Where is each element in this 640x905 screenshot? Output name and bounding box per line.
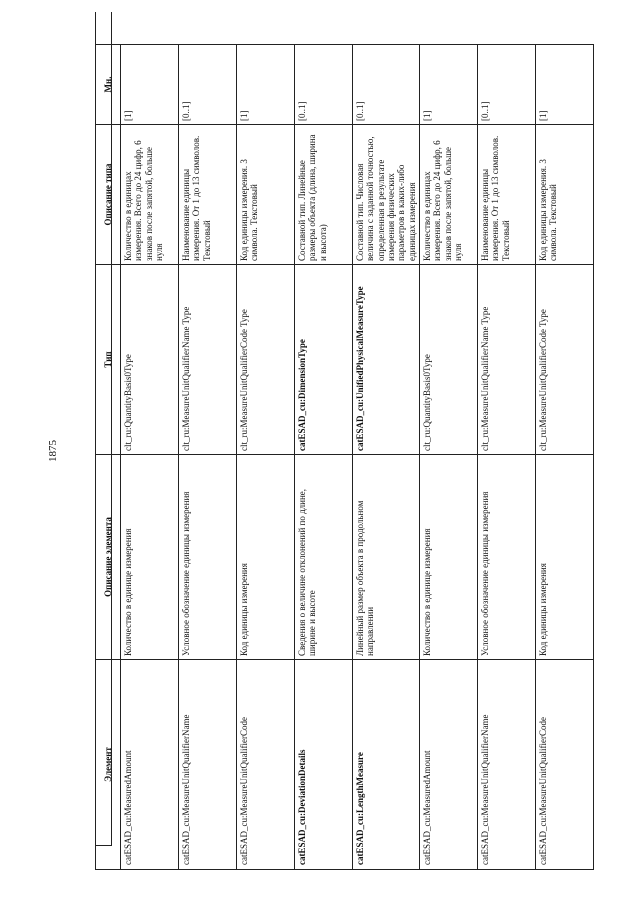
- multiplicity-cell-text: [0..1]: [480, 101, 491, 121]
- type-description-cell-text: Количество в единицах измерения. Всего до 24 цифр, 6 знаков после запятой, больше нуля: [123, 140, 165, 261]
- type-cell-text: clt_ru:MeasureUnitQualifierCode Type: [239, 309, 249, 451]
- table-row: [179, 45, 237, 870]
- multiplicity-cell: [536, 45, 594, 125]
- rotated-table-container: [95, 45, 610, 870]
- type-description-cell: [353, 125, 420, 265]
- table-row: [420, 45, 478, 870]
- type-cell: [478, 265, 536, 455]
- element-cell: [295, 660, 353, 870]
- multiplicity-cell-text: [1]: [422, 110, 433, 121]
- multiplicity-cell-text: [0..1]: [355, 101, 365, 121]
- type-cell-text: catESAD_cu:UnifiedPhysicalMeasureType: [355, 286, 365, 451]
- element-cell: [536, 660, 594, 870]
- type-cell-text: clt_ru:QuantityBasis0Type: [422, 354, 433, 451]
- multiplicity-cell: [121, 45, 179, 125]
- multiplicity-cell: [237, 45, 295, 125]
- element-cell-text: catESAD_cu:MeasuredAmount: [422, 750, 433, 865]
- type-description-cell: [536, 125, 594, 265]
- type-description-cell: [420, 125, 478, 265]
- multiplicity-cell-text: [0..1]: [297, 101, 307, 121]
- type-cell-text: clt_ru:MeasureUnitQualifierCode Type: [538, 309, 549, 451]
- type-description-cell: [179, 125, 237, 265]
- multiplicity-cell-text: [1]: [239, 110, 249, 121]
- type-description-cell-text: Наименование единицы измерения. От 1 до 13 символов. Текстовый: [480, 135, 511, 261]
- type-cell: [353, 265, 420, 455]
- element-description-cell-text: Условное обозначение единицы измерения: [480, 491, 491, 656]
- header-element: Элемент: [96, 660, 121, 870]
- element-description-cell: [237, 455, 295, 660]
- element-cell: [353, 660, 420, 870]
- table-row: [121, 45, 179, 870]
- type-cell-text: clt_ru:QuantityBasis0Type: [123, 354, 133, 451]
- element-description-cell-text: Сведения о величине отклонений по длине, ширине и высоте: [297, 488, 318, 656]
- element-cell-text: catESAD_cu:MeasureUnitQualifierCode: [538, 717, 549, 865]
- element-description-cell-text: Линейный размер объекта в продольном направлении: [355, 500, 376, 656]
- element-description-cell: [536, 455, 594, 660]
- header-type-description: Описание типа: [96, 125, 121, 265]
- type-description-cell: [295, 125, 353, 265]
- type-cell: [536, 265, 594, 455]
- element-cell-text: catESAD_cu:MeasureUnitQualifierName: [480, 714, 491, 865]
- type-description-cell-text: Количество в единицах измерения. Всего до 24 цифр, 6 знаков после запятой, больше нуля: [422, 140, 464, 261]
- element-description-cell-text: Код единицы измерения: [538, 563, 549, 656]
- page-number: 1875: [47, 440, 59, 462]
- element-cell: [179, 660, 237, 870]
- multiplicity-cell: [478, 45, 536, 125]
- table-row: [536, 45, 594, 870]
- element-description-cell-text: Количество в единице измерения: [422, 528, 433, 656]
- element-description-cell: [121, 455, 179, 660]
- element-description-cell-text: Условное обозначение единицы измерения: [181, 491, 191, 656]
- type-description-cell-text: Составной тип. Числовая величина с заданной точностью, определенная в результате измерения физических параметров в каких-либо единицах измерения: [355, 136, 417, 261]
- type-description-cell-text: Код единицы измерения. 3 символа. Текстовый: [239, 159, 260, 261]
- element-cell: [478, 660, 536, 870]
- table-row: [353, 45, 420, 870]
- type-cell: [121, 265, 179, 455]
- element-cell-text: catESAD_cu:MeasureUnitQualifierName: [181, 714, 191, 865]
- type-cell: [179, 265, 237, 455]
- type-description-cell: [478, 125, 536, 265]
- type-cell: [237, 265, 295, 455]
- type-description-cell: [121, 125, 179, 265]
- table-header-row: [96, 45, 121, 870]
- type-description-cell-text: Составной тип. Линейные размеры объекта (длина, ширина и высота): [297, 134, 328, 261]
- table-row: [478, 45, 536, 870]
- header-element-description: Описание элемента: [96, 455, 121, 660]
- element-cell-text: catESAD_cu:DeviationDetails: [297, 749, 307, 865]
- element-description-cell: [420, 455, 478, 660]
- table-body: [121, 45, 594, 870]
- element-description-cell: [295, 455, 353, 660]
- multiplicity-cell-text: [1]: [123, 110, 133, 121]
- element-description-cell-text: Количество в единице измерения: [123, 528, 133, 656]
- element-cell-text: catESAD_cu:MeasuredAmount: [123, 750, 133, 865]
- element-cell-text: catESAD_cu:MeasureUnitQualifierCode: [239, 717, 249, 865]
- type-description-cell-text: Код единицы измерения. 3 символа. Текстовый: [538, 159, 559, 261]
- table-row: [295, 45, 353, 870]
- schema-table: [95, 44, 594, 870]
- header-multiplicity: Мн.: [96, 45, 121, 125]
- multiplicity-cell: [295, 45, 353, 125]
- multiplicity-cell: [420, 45, 478, 125]
- type-description-cell-text: Наименование единицы измерения. От 1 до 13 символов. Текстовый: [181, 135, 212, 261]
- type-cell-text: clt_ru:MeasureUnitQualifierName Type: [480, 306, 491, 451]
- multiplicity-cell: [179, 45, 237, 125]
- type-cell-text: catESAD_cu:DimensionType: [297, 339, 307, 451]
- element-cell: [121, 660, 179, 870]
- header-type: Тип: [96, 265, 121, 455]
- element-cell: [237, 660, 295, 870]
- multiplicity-cell-text: [0..1]: [181, 101, 191, 121]
- type-cell: [420, 265, 478, 455]
- element-cell: [420, 660, 478, 870]
- table-row: [237, 45, 295, 870]
- multiplicity-cell-text: [1]: [538, 110, 549, 121]
- multiplicity-cell: [353, 45, 420, 125]
- element-description-cell: [179, 455, 237, 660]
- type-cell: [295, 265, 353, 455]
- element-description-cell: [353, 455, 420, 660]
- element-cell-text: catESAD_cu:LengthMeasure: [355, 752, 365, 865]
- element-description-cell: [478, 455, 536, 660]
- element-description-cell-text: Код единицы измерения: [239, 563, 249, 656]
- type-description-cell: [237, 125, 295, 265]
- type-cell-text: clt_ru:MeasureUnitQualifierName Type: [181, 306, 191, 451]
